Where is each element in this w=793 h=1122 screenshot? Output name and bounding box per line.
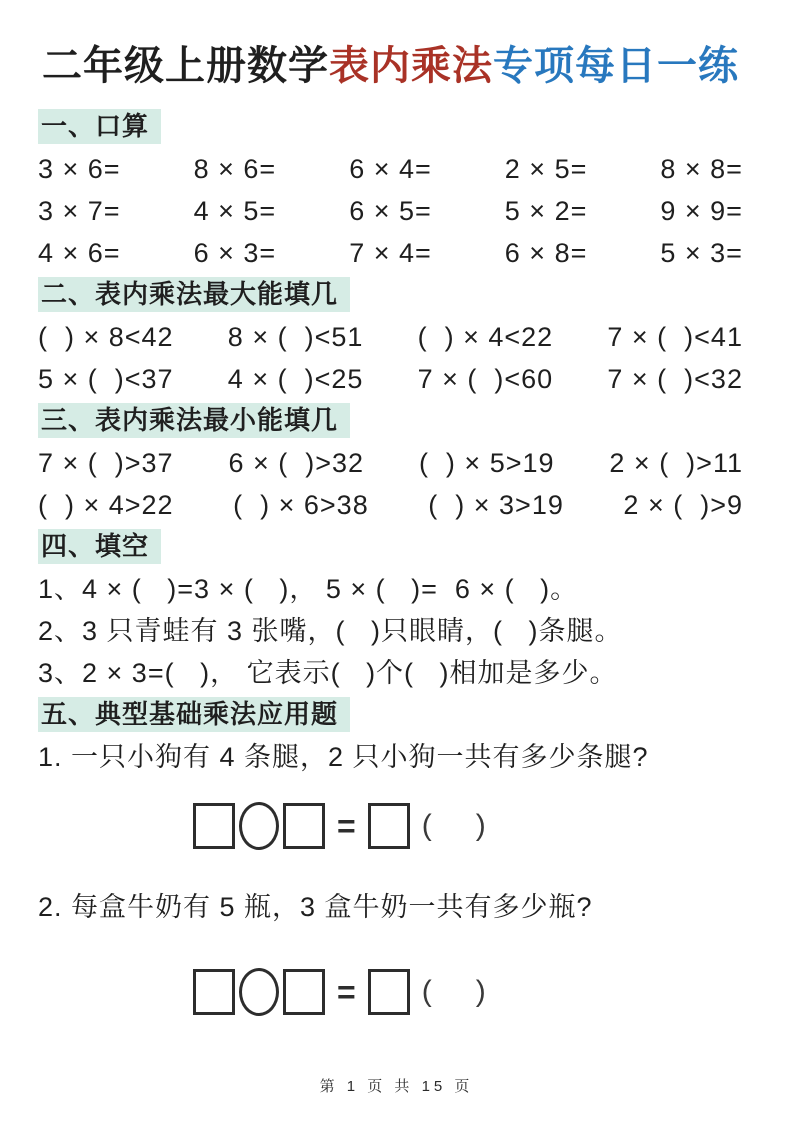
paren-open: ( bbox=[421, 975, 432, 1008]
title-series-text: 专项每日一练 bbox=[493, 44, 739, 88]
max-fill-row bbox=[38, 316, 743, 358]
math-problem: 2 × ( )>11 bbox=[609, 448, 743, 478]
equation-diagram-2 bbox=[193, 964, 743, 1020]
math-problem: ( ) × 5>19 bbox=[418, 448, 555, 478]
math-problem: 6 × 5= bbox=[349, 196, 432, 226]
math-problem: 7 × ( )<32 bbox=[607, 364, 743, 394]
section-1-heading: 一、口算 bbox=[38, 109, 161, 144]
word-problem-1: 1. 一只小狗有 4 条腿，2 只小狗一共有多少条腿? bbox=[38, 742, 649, 772]
word-problem-2: 2. 每盒牛奶有 5 瓶，3 盒牛奶一共有多少瓶? bbox=[38, 892, 593, 922]
max-fill-row bbox=[38, 358, 743, 400]
answer-box bbox=[193, 969, 235, 1015]
paren-open: ( bbox=[421, 809, 432, 842]
math-problem: ( ) × 4>22 bbox=[38, 490, 174, 520]
math-problem: 3 × 6= bbox=[38, 154, 121, 184]
page-footer: 第 1 页 共 15 页 bbox=[319, 1078, 474, 1095]
math-problem: 8 × 8= bbox=[660, 154, 743, 184]
math-problem: 5 × ( )<37 bbox=[38, 364, 174, 394]
section-1 bbox=[38, 106, 743, 148]
math-problem: 7 × ( )<60 bbox=[417, 364, 554, 394]
title-topic-text: 表内乘法 bbox=[329, 44, 493, 88]
fill-blank-item: 1、4 × ( )=3 × ( )， 5 × ( )= 6 × ( )。 bbox=[38, 574, 579, 604]
section-5-heading: 五、典型基础乘法应用题 bbox=[38, 697, 350, 732]
math-problem: ( ) × 6>38 bbox=[233, 490, 369, 520]
math-problem: ( ) × 4<22 bbox=[417, 322, 554, 352]
math-problem: 7 × ( )>37 bbox=[38, 448, 174, 478]
section-3 bbox=[38, 400, 743, 442]
math-problem: 6 × ( )>32 bbox=[228, 448, 365, 478]
fill-blank-item: 3、2 × 3=( )， 它表示( )个( )相加是多少。 bbox=[38, 658, 618, 688]
operator-circle bbox=[239, 802, 279, 850]
math-problem: 2 × 5= bbox=[504, 154, 588, 184]
min-fill-row bbox=[38, 484, 743, 526]
math-problem: 4 × 5= bbox=[193, 196, 277, 226]
math-problem: 6 × 8= bbox=[504, 238, 588, 268]
math-problem: 4 × ( )<25 bbox=[227, 364, 364, 394]
math-problem: 2 × ( )>9 bbox=[623, 490, 743, 520]
unit-parentheses bbox=[422, 975, 486, 1009]
section-4 bbox=[38, 526, 743, 568]
page-title bbox=[38, 40, 743, 92]
oral-calc-row bbox=[38, 148, 743, 190]
math-problem: 7 × 4= bbox=[349, 238, 432, 268]
math-problem: 3 × 7= bbox=[38, 196, 121, 226]
title-grade-text: 二年级上册数学 bbox=[42, 44, 329, 88]
section-5 bbox=[38, 694, 743, 736]
equals-sign: = bbox=[337, 973, 356, 1010]
math-problem: 5 × 3= bbox=[660, 238, 743, 268]
section-3-heading: 三、表内乘法最小能填几 bbox=[38, 403, 350, 438]
result-box bbox=[368, 803, 410, 849]
oral-calc-row bbox=[38, 190, 743, 232]
math-problem: 8 × 6= bbox=[193, 154, 277, 184]
paren-close: ) bbox=[475, 809, 486, 842]
math-problem: 4 × 6= bbox=[38, 238, 121, 268]
math-problem: 5 × 2= bbox=[504, 196, 588, 226]
equals-sign: = bbox=[337, 807, 356, 844]
min-fill-row bbox=[38, 442, 743, 484]
math-problem: 6 × 4= bbox=[349, 154, 432, 184]
operator-circle bbox=[239, 968, 279, 1016]
fill-blank-item: 2、3 只青蛙有 3 张嘴，( )只眼睛，( )条腿。 bbox=[38, 616, 623, 646]
math-problem: 8 × ( )<51 bbox=[227, 322, 364, 352]
section-2-heading: 二、表内乘法最大能填几 bbox=[38, 277, 350, 312]
answer-box bbox=[193, 803, 235, 849]
unit-parentheses bbox=[422, 809, 486, 843]
paren-close: ) bbox=[475, 975, 486, 1008]
math-problem: ( ) × 8<42 bbox=[38, 322, 174, 352]
answer-box bbox=[283, 803, 325, 849]
math-problem: 7 × ( )<41 bbox=[607, 322, 743, 352]
math-problem: ( ) × 3>19 bbox=[428, 490, 564, 520]
math-problem: 9 × 9= bbox=[660, 196, 743, 226]
result-box bbox=[368, 969, 410, 1015]
section-2 bbox=[38, 274, 743, 316]
equation-diagram-1 bbox=[193, 798, 743, 854]
section-4-heading: 四、填空 bbox=[38, 529, 161, 564]
oral-calc-row bbox=[38, 232, 743, 274]
answer-box bbox=[283, 969, 325, 1015]
math-problem: 6 × 3= bbox=[193, 238, 277, 268]
